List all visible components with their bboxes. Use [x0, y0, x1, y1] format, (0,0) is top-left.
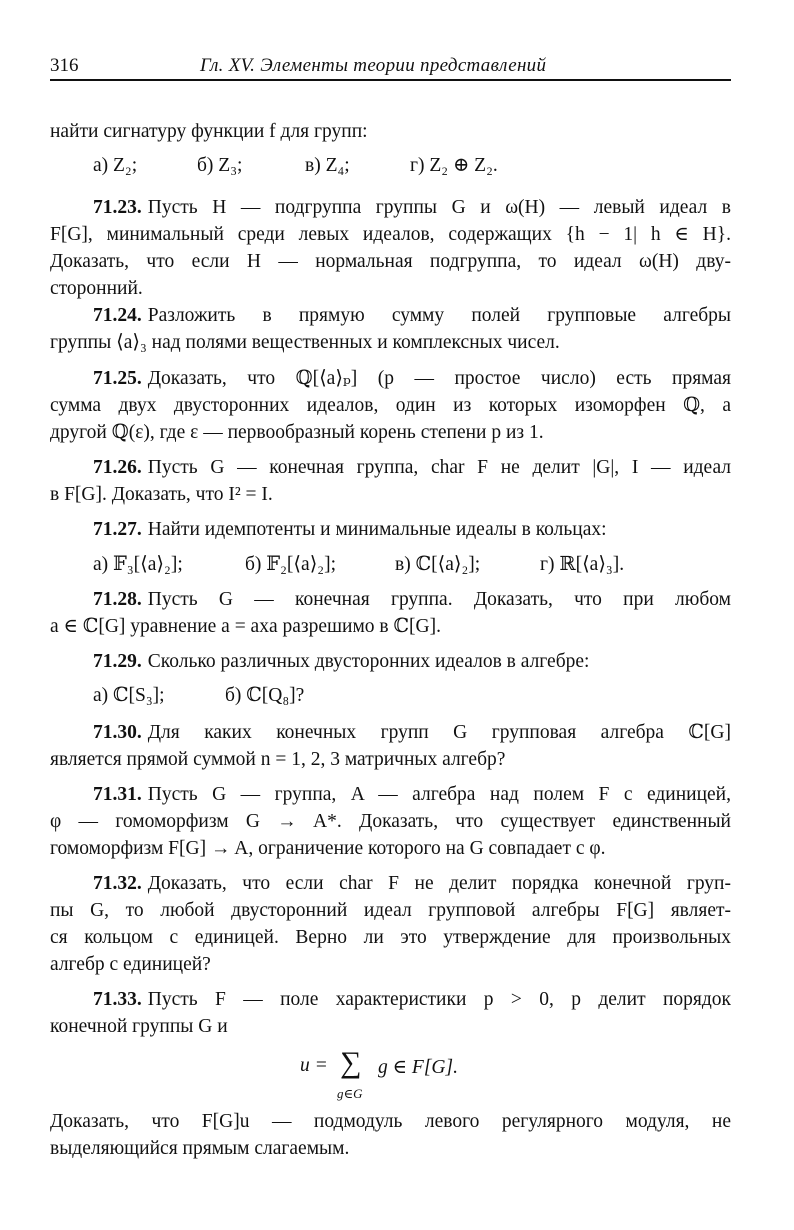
- problem-line: [50, 615, 731, 639]
- problem-number: 71.27.: [93, 519, 142, 540]
- option-item: а) 𝔽₃[⟨a⟩₂];: [93, 554, 183, 575]
- problem-line: [50, 483, 731, 507]
- problem-line: [50, 721, 731, 745]
- problem-line: [50, 394, 731, 418]
- problem-line: [50, 367, 731, 391]
- problem-number: 71.25.: [93, 368, 142, 389]
- line-text: ся кольцом с единицей. Верно ли это утверждение для произвольных: [50, 927, 731, 948]
- line-text: сторонний.: [50, 278, 143, 299]
- text-line: [50, 120, 731, 144]
- problem-line: [50, 650, 731, 674]
- line-text: Доказать, что если H — нормальная подгруппа, то идеал ω(H) дву-: [50, 251, 731, 272]
- page-number: 316: [50, 55, 79, 76]
- line-text: Пусть H — подгруппа группы G и ω(H) — левый идеал в: [147, 197, 731, 218]
- problem-number: 71.24.: [93, 305, 142, 326]
- line-text: a ∈ ℂ[G] уравнение a = axa разрешимо в ℂ[G].: [50, 616, 441, 637]
- formula: [300, 1055, 328, 1077]
- text-line: [50, 1110, 731, 1134]
- option-item: б) ℂ[Q₈]?: [225, 685, 305, 706]
- line-text: Пусть G — группа, A — алгебра над полем F с единицей,: [147, 784, 731, 805]
- line-text: Пусть F — поле характеристики p > 0, p делит порядок: [147, 989, 731, 1010]
- line-text: Разложить в прямую сумму полей групповые алгебры: [147, 305, 731, 326]
- line-text: выделяющийся прямым слагаемым.: [50, 1138, 350, 1159]
- formula-rhs: g ∈ F[G].: [378, 1057, 458, 1078]
- option-item: б) Z₃;: [197, 155, 243, 176]
- formula-lhs: u =: [300, 1055, 328, 1076]
- line-text: является прямой суммой n = 1, 2, 3 матричных алгебр?: [50, 749, 506, 770]
- problem-line: [50, 277, 731, 301]
- header-rule: [50, 79, 731, 81]
- line-text: гомоморфизм F[G] → A, ограничение которого на G совпадает с φ.: [50, 838, 606, 859]
- line-text: φ — гомоморфизм G → A*. Доказать, что существует единственный: [50, 811, 731, 832]
- problem-line: [50, 250, 731, 274]
- problem-line: [50, 304, 731, 328]
- line-text: Найти идемпотенты и минимальные идеалы в кольцах:: [147, 519, 607, 540]
- line-text: Доказать, что ℚ[⟨a⟩ₚ] (p — простое число) есть прямая: [147, 368, 731, 389]
- problem-line: [50, 988, 731, 1012]
- problem-line: [50, 196, 731, 220]
- problem-line: [50, 783, 731, 807]
- problem-line: [50, 456, 731, 480]
- option-item: г) Z₂ ⊕ Z₂.: [410, 155, 498, 176]
- line-text: Доказать, что если char F не делит порядка конечной груп-: [147, 873, 731, 894]
- line-text: в F[G]. Доказать, что I² = I.: [50, 484, 273, 505]
- problem-line: [50, 872, 731, 896]
- running-title: Гл. XV. Элементы теории представлений: [200, 55, 547, 76]
- problem-number: 71.23.: [93, 197, 142, 218]
- problem-line: [50, 810, 731, 834]
- line-text: алгебр с единицей?: [50, 954, 211, 975]
- option-item: б) 𝔽₂[⟨a⟩₂];: [245, 554, 337, 575]
- line-text: F[G], минимальный среди левых идеалов, содержащих {h − 1| h ∈ H}.: [50, 224, 731, 245]
- sum-subscript: g∈G: [337, 1086, 363, 1101]
- problem-line: [50, 1015, 731, 1039]
- problem-number: 71.26.: [93, 457, 142, 478]
- line-text: конечной группы G и: [50, 1016, 228, 1037]
- problem-number: 71.30.: [93, 722, 142, 743]
- problem-line: [50, 223, 731, 247]
- problem-line: [50, 588, 731, 612]
- option-item: в) ℂ[⟨a⟩₂];: [395, 554, 481, 575]
- problem-number: 71.33.: [93, 989, 142, 1010]
- option-item: а) ℂ[S₃];: [93, 685, 165, 706]
- line-text: Пусть G — конечная группа, char F не делит |G|, I — идеал: [147, 457, 731, 478]
- line-text: Пусть G — конечная группа. Доказать, что при любом: [147, 589, 731, 610]
- problem-line: [50, 837, 731, 861]
- sum-symbol: ∑: [340, 1046, 362, 1079]
- problem-line: [50, 421, 731, 445]
- line-text: Для каких конечных групп G групповая алгебра ℂ[G]: [147, 722, 731, 743]
- problem-number: 71.29.: [93, 651, 142, 672]
- problem-line: [50, 331, 731, 355]
- line-text: группы ⟨a⟩₃ над полями вещественных и комплексных чисел.: [50, 332, 560, 353]
- problem-line: [50, 953, 731, 977]
- text-line: [50, 1137, 731, 1161]
- line-text: Сколько различных двусторонних идеалов в алгебре:: [147, 651, 590, 672]
- problem-number: 71.31.: [93, 784, 142, 805]
- problem-number: 71.32.: [93, 873, 142, 894]
- problem-line: [50, 926, 731, 950]
- problem-line: [50, 899, 731, 923]
- line-text: другой ℚ(ε), где ε — первообразный корень степени p из 1.: [50, 422, 544, 443]
- line-text: Доказать, что F[G]u — подмодуль левого регулярного модуля, не: [50, 1111, 731, 1132]
- line-text: найти сигнатуру функции f для групп:: [50, 121, 368, 142]
- line-text: пы G, то любой двусторонний идеал групповой алгебры F[G] являет-: [50, 900, 731, 921]
- problem-line: [50, 518, 731, 542]
- problem-number: 71.28.: [93, 589, 142, 610]
- option-item: в) Z₄;: [305, 155, 350, 176]
- problem-line: [50, 748, 731, 772]
- option-item: г) ℝ[⟨a⟩₃].: [540, 554, 625, 575]
- line-text: сумма двух двусторонних идеалов, один из которых изоморфен ℚ, а: [50, 395, 731, 416]
- option-item: а) Z₂;: [93, 155, 138, 176]
